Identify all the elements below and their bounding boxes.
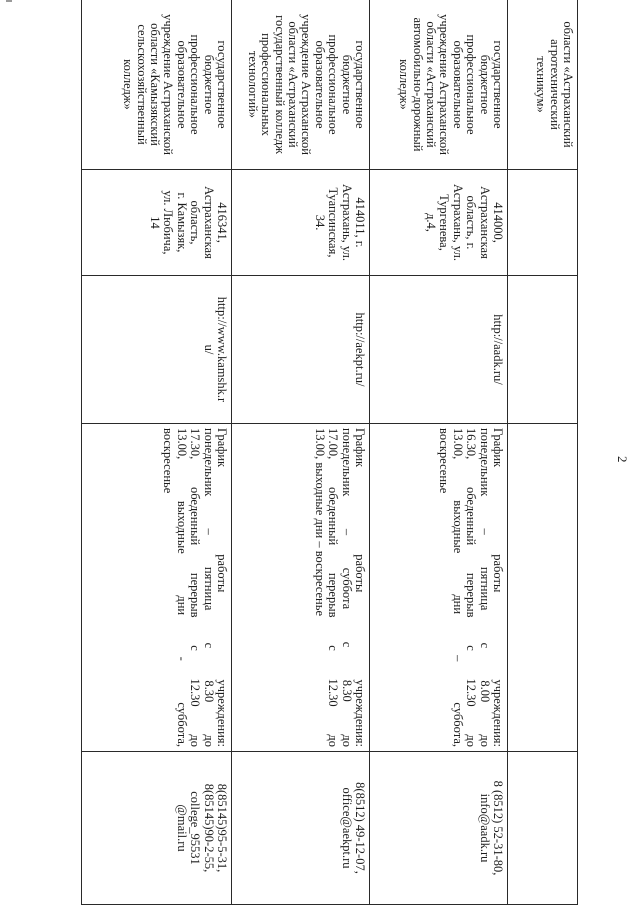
website-cell xyxy=(82,276,232,424)
cell-line: профессиональных xyxy=(259,33,274,136)
cell-line: 13.00, выходные дни – воскресенье xyxy=(312,428,327,616)
cell-line: образовательное xyxy=(312,40,327,129)
institution-name-cell xyxy=(370,0,508,170)
cell-line: График работы учреждения: xyxy=(491,428,505,747)
cell-line: Тургенева, xyxy=(437,194,452,251)
cell-line: Астраханская xyxy=(201,186,216,259)
cell-line: профессиональное xyxy=(464,34,479,135)
cell-line: государственное xyxy=(491,40,505,129)
cell-line: области «Астраханский xyxy=(561,21,575,148)
website-link-text[interactable]: http://www.kamshk.r xyxy=(215,296,229,403)
cell-line: колледж» xyxy=(397,59,412,110)
cell-line: государственный колледж xyxy=(272,15,287,154)
cell-line: государственное xyxy=(353,40,367,129)
cell-line: office@aekpt.ru xyxy=(339,787,354,869)
address-cell xyxy=(508,170,578,276)
cell-line: 8(85145)95-5-31, xyxy=(215,783,229,873)
table-row xyxy=(82,0,232,905)
website-cell xyxy=(508,276,578,424)
table-row xyxy=(232,0,370,905)
working-hours-cell xyxy=(508,424,578,752)
cell-line: д.4, xyxy=(423,213,438,232)
contacts-cell xyxy=(82,752,232,905)
cell-line: 8(8512) 49-12-07, xyxy=(353,782,367,874)
cell-line: График работы учреждения: xyxy=(353,428,367,747)
cell-line: воскресенье xyxy=(161,428,176,494)
cell-line: ул. Любича, xyxy=(161,190,176,255)
address-cell xyxy=(82,170,232,276)
cell-line: бюджетное xyxy=(201,54,216,115)
cell-line: @mail.ru xyxy=(174,804,189,852)
contacts-cell xyxy=(232,752,370,905)
institution-name-cell xyxy=(82,0,232,170)
cell-line: область, г. xyxy=(464,195,479,250)
working-hours-cell xyxy=(82,424,232,752)
cell-line: учреждение Астраханской xyxy=(299,14,314,155)
table-row xyxy=(508,0,578,905)
institution-name-cell xyxy=(508,0,578,170)
cell-line: 13.00, выходные дни - суббота, xyxy=(174,428,189,747)
cell-line: 8(85145)90-2-55, xyxy=(201,783,216,873)
cell-line: области «Астраханский xyxy=(423,21,438,148)
cell-line: профессиональное xyxy=(326,34,341,135)
website-link-text[interactable]: u/ xyxy=(201,344,216,355)
working-hours-cell xyxy=(370,424,508,752)
cell-line: техникум» xyxy=(534,56,549,113)
cell-line: технологий» xyxy=(245,50,260,119)
cell-line: учреждение Астраханской xyxy=(437,14,452,155)
table-row xyxy=(370,0,508,905)
cell-line: бюджетное xyxy=(477,54,492,115)
cell-line: 414000, xyxy=(491,202,505,243)
cell-line: График работы учреждения: xyxy=(215,428,229,747)
cell-line: Туапсинская, xyxy=(326,187,341,258)
cell-line: области «Астраханский xyxy=(285,21,300,148)
page-number: 2 xyxy=(615,456,630,463)
cell-line: автомобильно-дорожный xyxy=(410,17,425,152)
cell-line: info@aadk.ru xyxy=(477,793,492,863)
cell-line: 17.30, обеденный перерыв с 12.30 до xyxy=(188,428,203,747)
website-cell xyxy=(232,276,370,424)
cell-line: область, xyxy=(188,200,203,245)
cell-line: 14 xyxy=(147,216,162,229)
cell-line: образовательное xyxy=(174,40,189,129)
cell-line: сельскохозяйственный xyxy=(134,24,149,145)
cell-line: Астрахань, ул. xyxy=(450,183,465,261)
address-cell xyxy=(232,170,370,276)
cell-line: агротехнический xyxy=(547,39,562,130)
address-cell xyxy=(370,170,508,276)
contacts-cell xyxy=(508,752,578,905)
website-link-text[interactable]: http://aekpt.ru/ xyxy=(353,312,367,387)
website-cell xyxy=(370,276,508,424)
institution-name-cell xyxy=(232,0,370,170)
cell-line: области «Камызякский xyxy=(147,23,162,146)
cell-line: Астраханская xyxy=(477,186,492,259)
cell-line: 17.00, обеденный перерыв с 12.30 до xyxy=(326,428,341,747)
cell-line: колледж» xyxy=(121,59,136,110)
contacts-cell xyxy=(370,752,508,905)
cell-line: учреждение Астраханской xyxy=(161,14,176,155)
cell-line: образовательное xyxy=(450,40,465,129)
working-hours-cell xyxy=(232,424,370,752)
cell-line: 34. xyxy=(312,214,327,231)
cell-line: понедельник – суббота с 8.30 до xyxy=(339,428,354,747)
website-link-text[interactable]: http://aadk.ru/ xyxy=(491,314,505,385)
cell-line: 414011, г. xyxy=(353,197,367,248)
cell-line: г. Камызяк, xyxy=(174,192,189,253)
cell-line: 13.00, выходные дни – суббота, xyxy=(450,428,465,747)
cell-line: college_95531 xyxy=(188,791,203,865)
cell-line: понедельник – пятница с 8.30 до xyxy=(201,428,216,747)
cell-line: 16.30, обеденный перерыв с 12.30 до xyxy=(464,428,479,747)
cell-line: бюджетное xyxy=(339,54,354,115)
cell-line: профессиональное xyxy=(188,34,203,135)
cell-line: 416341, xyxy=(215,202,229,243)
cell-line: Астрахань, ул. xyxy=(339,183,354,261)
cell-line: 8 (8512) 52-31-80, xyxy=(491,780,505,876)
cell-line: государственное xyxy=(215,40,229,129)
edge-mark xyxy=(6,0,12,2)
cell-line: понедельник – пятница с 8.00 до xyxy=(477,428,492,747)
institutions-table xyxy=(81,0,578,905)
cell-line: воскресенье xyxy=(437,428,452,494)
